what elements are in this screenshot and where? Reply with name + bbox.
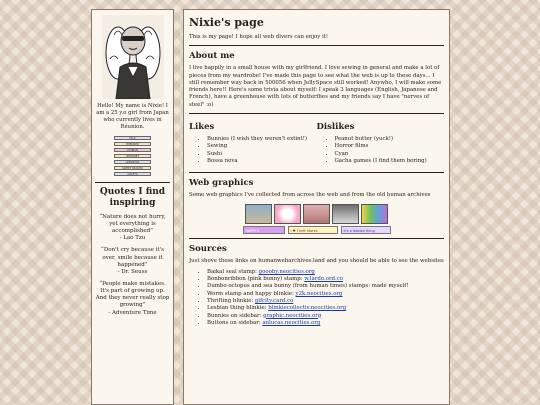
list-item: • Sewing: [207, 143, 317, 150]
dislikes-heading: Dislikes: [316, 122, 355, 133]
site-button-1[interactable]: FALK: [114, 136, 151, 140]
intro-text: This is my page! I hope all web divers can enjoy it!: [189, 34, 329, 40]
site-button-6[interactable]: SWEET READER: [114, 166, 151, 170]
list-item: [207, 305, 444, 312]
quote-item: [95, 247, 170, 276]
site-button-7[interactable]: CRAFTS: [114, 172, 151, 176]
list-item: [207, 320, 444, 327]
list-item: • Bunnies (I wish they weren't extint!): [207, 136, 317, 143]
quote-text: “Nature does not hurry, yet everything is accomplished”: [99, 213, 166, 235]
list-item: • Peanut butter (yuck!): [335, 136, 445, 143]
site-button-5[interactable]: LEBANEAS: [114, 160, 151, 164]
stamp-gallery: [189, 204, 444, 224]
button-grid: [95, 136, 170, 176]
list-item: • Bossa nova: [207, 158, 317, 165]
quote-text: “Don't cry because it's over, smile because it happened”: [101, 247, 164, 268]
source-link[interactable]: y2k.neocities.org: [295, 290, 343, 297]
sources-heading: Sources: [189, 243, 227, 254]
graphics-heading: Web graphics: [189, 178, 254, 189]
source-link[interactable]: graphic.neocities.org: [263, 312, 322, 319]
dislikes-list: [317, 136, 445, 165]
about-text: I live happily in a small house with my girlfriend. I love sewing in general and make a lot of pieces from my wardrobe! I've made this page to see what the web is up to these days... I still remember way back in 500056 when JellySpace still worked! Anywho, I will make some friends here!! Here's some trivia about myself: I speak 3 languages (English, Japanese and French), have a greenhouse with lots of butterflies and my friends say I have "nerves of steel" :o): [189, 65, 442, 108]
source-link[interactable]: w.lardo.ord.co: [304, 276, 343, 283]
source-link[interactable]: gifcity.card.co: [254, 298, 294, 305]
source-label: Bonbonribbon (pink bunny) stamp:: [207, 276, 303, 283]
source-label: Thrifting blinkie:: [207, 298, 254, 305]
worm-stamp-image: [361, 204, 388, 224]
site-button-2[interactable]: BHEDRER: [114, 142, 151, 146]
list-item: • Cyan: [335, 151, 445, 158]
quotes-heading: Quotes I find inspiring: [99, 186, 166, 209]
quote-author: - Lao Tzu: [119, 235, 146, 242]
list-item: [207, 291, 444, 298]
source-link[interactable]: anlucas.neocities.org: [262, 319, 321, 326]
quote-author: - Adventure Time: [108, 309, 157, 316]
octopus-stamp-image: [303, 204, 330, 224]
quote-item: [95, 281, 170, 317]
divider: [189, 238, 444, 239]
divider: [189, 113, 444, 114]
list-item: • Horror films: [335, 143, 445, 150]
dislikes-column: [317, 117, 445, 169]
bio-text: Hello! My name is Nixie! I am a 25 y.o girl from Japan who currently lives in Réunion.: [96, 103, 169, 130]
bunny-stamp-image: [274, 204, 301, 224]
likes-dislikes: [189, 117, 444, 169]
source-label: Lesbian thing blinkie:: [207, 305, 267, 312]
list-item: [207, 313, 444, 320]
likes-column: [189, 117, 317, 169]
list-item: [207, 298, 444, 305]
page-title: Nixie's page: [189, 16, 264, 29]
site-button-4[interactable]: INTERNET: [114, 154, 151, 158]
about-heading: About me: [189, 51, 235, 62]
site-button-3[interactable]: LESBIAN: [114, 148, 151, 152]
likes-list: [189, 136, 317, 165]
sea-bunny-stamp-image: [332, 204, 359, 224]
source-link[interactable]: blinkiecollectiv.neocities.org: [268, 305, 347, 312]
quote-text: “People make mistakes. It's part of growing up. And they never really stop growing”: [95, 281, 170, 309]
likes-heading: Likes: [189, 122, 215, 133]
quote-item: [95, 214, 170, 243]
source-label: Dumbo octopus and sea bunny (from human times) stamps: made myself!: [207, 283, 409, 290]
list-item: • Sushi: [207, 151, 317, 158]
main-content: [183, 9, 450, 405]
divider: [189, 45, 444, 46]
sidebar: [91, 9, 174, 405]
blinkie-row: [189, 226, 444, 234]
graphics-text: Some web graphics I've collected from across the web and from the old human archives: [189, 192, 431, 199]
source-label: Worm stamp and happy blinkie:: [207, 290, 294, 297]
sources-text: Just shove these links on humanwebarchives.land and you should be able to see the websites: [189, 257, 444, 264]
divider: [189, 172, 444, 173]
source-label: Buttons on sidebar:: [207, 319, 261, 326]
avatar: [102, 15, 164, 99]
quote-author: - Dr. Seuss: [117, 268, 148, 275]
lesbian-blinkie: It's a lesbian thing: [341, 226, 391, 234]
sidebar-divider: [95, 182, 170, 183]
source-label: Bunnies on sidebar:: [207, 312, 262, 319]
source-link[interactable]: goooby.neocities.org: [258, 268, 315, 275]
list-item: • Gacha games (I find them boring): [335, 158, 445, 165]
sources-list: [189, 269, 444, 327]
list-item: [207, 283, 444, 290]
thrift-blinkie: I ♥ Thrift Stores: [288, 226, 338, 234]
seal-stamp-image: [245, 204, 272, 224]
source-label: Baikal seal stamp:: [207, 268, 257, 275]
happy-blinkie: HAPPY!!: [243, 226, 285, 234]
